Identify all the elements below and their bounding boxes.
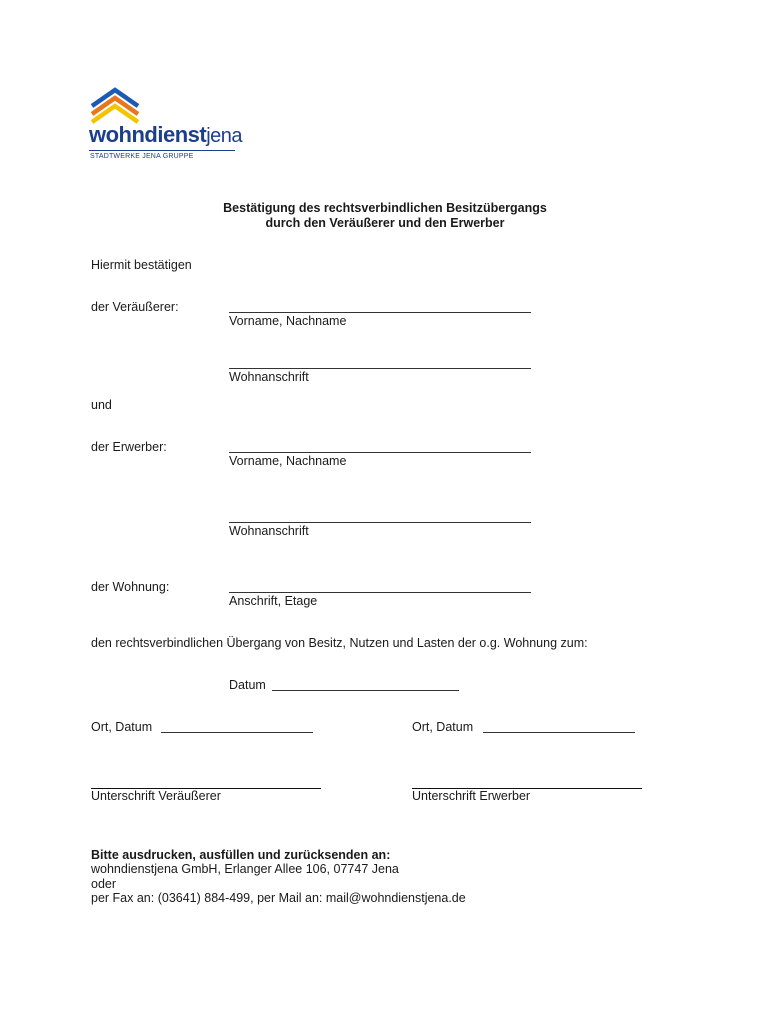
transfer-statement: den rechtsverbindlichen Übergang von Besitz, Nutzen und Lasten der o.g. Wohnung zum: bbox=[91, 636, 588, 650]
seller-name-field[interactable] bbox=[229, 312, 531, 313]
logo-subline: STADTWERKE JENA GRUPPE bbox=[90, 153, 194, 160]
signature-buyer-caption: Unterschrift Erwerber bbox=[412, 789, 531, 803]
document-title-line2: durch den Veräußerer und den Erwerber bbox=[265, 216, 505, 230]
intro-text: Hiermit bestätigen bbox=[91, 258, 192, 272]
and-text: und bbox=[91, 398, 112, 412]
seller-address-caption: Wohnanschrift bbox=[229, 370, 309, 384]
footer-or: oder bbox=[91, 877, 117, 891]
footer-address: wohndienstjena GmbH, Erlanger Allee 106, 07747 Jena bbox=[91, 862, 399, 876]
signature-seller-caption: Unterschrift Veräußerer bbox=[91, 789, 221, 803]
seller-label: der Veräußerer: bbox=[91, 300, 179, 314]
buyer-label: der Erwerber: bbox=[91, 440, 167, 454]
apartment-address-field[interactable] bbox=[229, 592, 531, 593]
logo-wordmark: wohndienstjena bbox=[89, 122, 243, 147]
footer-contact: per Fax an: (03641) 884-499, per Mail an: mail@wohndienstjena.de bbox=[91, 891, 466, 905]
buyer-address-caption: Wohnanschrift bbox=[229, 524, 309, 538]
seller-address-field[interactable] bbox=[229, 368, 531, 369]
transfer-date-field[interactable] bbox=[272, 690, 459, 691]
place-date-right-label: Ort, Datum bbox=[412, 720, 474, 734]
transfer-date-label: Datum bbox=[229, 678, 266, 692]
buyer-name-caption: Vorname, Nachname bbox=[229, 454, 347, 468]
apartment-label: der Wohnung: bbox=[91, 580, 170, 594]
place-date-left-field[interactable] bbox=[161, 732, 313, 733]
place-date-right-field[interactable] bbox=[483, 732, 635, 733]
place-date-left-label: Ort, Datum bbox=[91, 720, 153, 734]
apartment-caption: Anschrift, Etage bbox=[229, 594, 318, 608]
document-title-line1: Bestätigung des rechtsverbindlichen Besitzübergangs bbox=[223, 201, 547, 215]
seller-name-caption: Vorname, Nachname bbox=[229, 314, 347, 328]
buyer-name-field[interactable] bbox=[229, 452, 531, 453]
logo-divider bbox=[89, 150, 235, 151]
buyer-address-field[interactable] bbox=[229, 522, 531, 523]
footer-heading: Bitte ausdrucken, ausfüllen und zurücksenden an: bbox=[91, 848, 391, 862]
